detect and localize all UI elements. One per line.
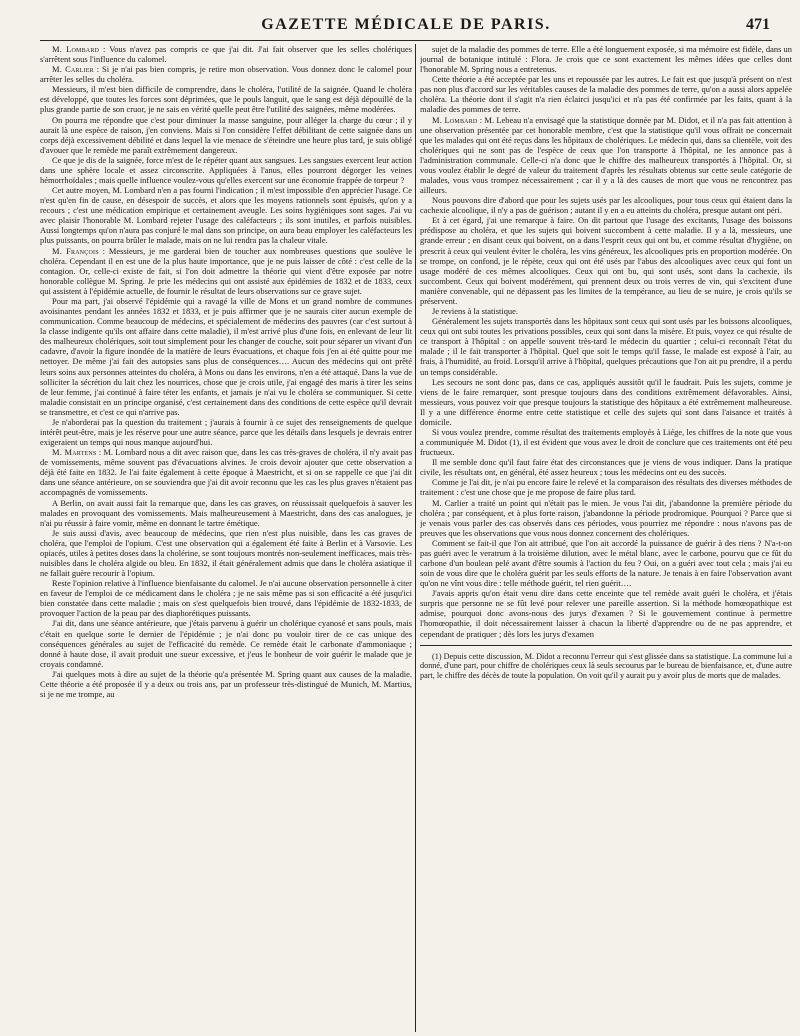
speaker-name: M. Lombard: [52, 44, 100, 54]
paragraph-text: : M. Lombard nous a dit avec raison que, dans les cas très-graves de choléra, il n'y avait pas de vomissements, même souvent pas d'évacuations alvines. Je crois devoir ajouter que cette observation a déjà été faite en 1832. Je l'ai faite également à cette époque à Maestricht, et si on se rappelle ce que j'ai dit dans une séance antérieure, on se souviendra que j'ai dit avoir reconnu que les cas les plus graves n'étaient pas accompagnés de vomissements.: [40, 447, 412, 498]
page-title: GAZETTE MÉDICALE DE PARIS.: [261, 16, 551, 33]
paragraph-text: Si vous voulez prendre, comme résultat des traitements employés à Liége, les chiffres de la note que vous a communiquée M. Didot (1), il est évident que vous avez le droit de conclure que ces traitements ont été peu fructueux.: [420, 426, 792, 458]
paragraph-text: On pourra me répondre que c'est pour diminuer la masse sanguine, pour alléger la charge du cœur ; il y aurait là une espèce de raison, j'en conviens. Mais si l'on considère l'effet débilitant de cette saignée dans un corps déjà excessivement débilité et dans lequel la vie menace de s'éteindre une heure plus tard, je suis obligé d'avouer que le remède me paraît extrêmement dangereux.: [40, 114, 412, 155]
paragraph: [420, 44, 792, 74]
paragraph: [40, 296, 412, 417]
paragraph-text: sujet de la maladie des pommes de terre. Elle a été longuement exposée, si ma mémoire est fidèle, dans un journal de botanique intitulé : Flora. Je crois que ce sont exactement les mêmes idées que celles dont l'honorable M. Spring nous a entretenus.: [420, 44, 792, 75]
paragraph-text: : Vous n'avez pas compris ce que j'ai dit. J'ai fait observer que les selles cholériques s'arrêtent sous l'influence du calomel.: [40, 44, 412, 65]
paragraph: [40, 528, 412, 578]
paragraph-text: Les secours ne sont donc pas, dans ce cas, appliqués aussitôt qu'il le faudrait. Puis les sujets, comme je viens de le faire remarquer, sont presque toujours dans des conditions extrêmement défavorables. Ainsi, messieurs, vous pouvez voir que presque toujours la statistique des hôpitaux a été extrêmement malheureuse. Il y a une différence énorme entre cette statistique et celle des sujets qui sont dans l'aisance et traités à domicile.: [420, 376, 792, 427]
paragraph-text: J'ai quelques mots à dire au sujet de la théorie qu'a présentée M. Spring quant aux causes de la maladie. Cette théorie a été proposée il y a deux ou trois ans, par un professeur très-distingué de Munich, M. Martius, si je ne me trompe, au: [40, 668, 412, 699]
paragraph: [40, 498, 412, 528]
paragraph: [40, 64, 412, 84]
paragraph-text: : Messieurs, je me garderai bien de toucher aux nombreuses questions que soulève le choléra. Cependant il en est une de la plus haute importance, que je ne puis laisser de côté : c'est celle de la contagion. Or, celle-ci existe de fait, si l'on doit admettre la théorie qui vient d'être exposée par notre honorable collègue M. Spring. Je prie les médecins qui ont assisté aux épidémies de 1832 et de 1833, ceux qui assistent à l'épidémie actuelle, de fournir le résultat de leurs observations sur ce grave sujet.: [40, 245, 412, 296]
paragraph: [40, 44, 412, 64]
paragraph: [40, 578, 412, 618]
paragraph: [420, 538, 792, 588]
paragraph: [420, 215, 792, 306]
paragraph-text: Comment se fait-il que l'on ait attribué, que l'on ait accordé la puissance de guérir à des riens ? N'a-t-on pas guéri avec le veratrum à la troisième dilution, avec le métal blanc, avec le carbone, pourvu que ce fût du carbone d'un boulean pelé avant d'être soumis à l'action du feu ? Oui, on a guéri avec tout cela ; mais j'ai eu soin de vous dire que le choléra guérit par les seuls efforts de la nature. Je tenais à en faire l'observation avant qu'on ne vînt vous dire : telle méthode guérit, tel rien guérit….: [420, 537, 792, 589]
paragraph: [420, 588, 792, 638]
paragraph: [420, 457, 792, 477]
paragraph: [40, 185, 412, 245]
paragraph-text: Je reviens à la statistique.: [432, 306, 518, 317]
paragraph-text: Je suis aussi d'avis, avec beaucoup de médecins, que rien n'est plus nuisible, dans les cas graves de choléra, que l'emploi de l'opium. C'est une observation qui a également été faite à Berlin et à Varsovie. Les opiacés, utiles à petites doses dans la cholérine, se sont toujours montrés non-seulement inefficaces, mais très-nuisibles dans le choléra algide ou bleu. En 1832, il était généralement admis que dans le choléra asiatique il ne fallait guère recourir à l'opium.: [40, 527, 412, 579]
paragraph: [40, 246, 412, 296]
paragraph-text: Cet autre moyen, M. Lombard n'en a pas fourni l'indication ; il m'est impossible d'en apprécier l'usage. Ce n'est qu'en fin de cause, en désespoir de succès, et alors que les moyens rationnels sont épuisés, qu'on y a recours ; c'est une médication empirique et certainement aveugle. Les soins hygiéniques sont sages. J'ai vu avec plaisir l'honorable M. Lombard rejeter l'usage des caléfacteurs ; ils sont inutiles, et parfois nuisibles. Aussi longtemps qu'on n'aura pas conjuré le mal dans son principe, on aura beau employer les caléfacteurs les plus puissants, on pourra brûler le malade, mais on ne lui rendra pas la chaleur vitale.: [40, 185, 412, 246]
paragraph-text: Il me semble donc qu'il faut faire état des circonstances que je viens de vous indiquer. Dans la pratique civile, les résultats ont, en général, été assez heureux ; tous les médecins ont eu des succès.: [420, 457, 792, 478]
paragraph: [40, 155, 412, 185]
paragraph: [40, 669, 412, 699]
paragraph: [420, 427, 792, 457]
speaker-name: M. Lombard: [432, 114, 478, 125]
paragraph: [40, 447, 412, 497]
paragraph-text: J'avais appris qu'on était venu dire dans cette enceinte que tel remède avait guéri le choléra, et j'étais surpris que personne ne se fût levé pour relever une pareille assertion. Si la méthode homœopathique est admise, pourquoi donc avons-nous des jurys d'examen ? Si le gouvernement continue à permettre l'homœopathie, il doit nécessairement laisser à chacun la liberté d'apprendre ou de ne pas apprendre, et cependant de pratiquer ; dès lors les jurys d'examen: [420, 588, 792, 639]
speaker-name: M. Martens: [52, 447, 97, 458]
speaker-name: M. Carlier: [52, 64, 94, 75]
paragraph: [420, 115, 792, 196]
paragraph: [420, 477, 792, 497]
paragraph: [40, 618, 412, 668]
paragraph: [420, 316, 792, 376]
paragraph: [420, 306, 792, 316]
paragraph-text: Reste l'opinion relative à l'influence bienfaisante du calomel. Je n'ai aucune observation personnelle à citer en faveur de l'emploi de ce médicament dans le choléra ; je ne sais même pas si son efficacité a été jusqu'ici bien constatée dans cette maladie ; mais on s'est quelquefois bien trouvé, dans l'épidémie de 1832-1833, de provoquer l'action de la peau par des diaphorétiques puissants.: [40, 578, 412, 619]
paragraph: [40, 115, 412, 155]
paragraph-text: : Si je n'ai pas bien compris, je retire mon observation. Vous donnez donc le calomel pour arrêter les selles du choléra.: [40, 64, 412, 85]
paragraph-text: Messieurs, il m'est bien difficile de comprendre, dans le choléra, l'utilité de la saignée. Quand le choléra est développé, que toutes les forces sont déprimées, que le pouls languit, que le sang est déjà dépouillé de la plus grande partie de son cruor, je ne sais en vérité quelle peut être l'utilité des saignées, même modérées.: [40, 84, 412, 115]
footnote: (1) Depuis cette discussion, M. Didot a reconnu l'erreur qui s'est glissée dans sa statistique. La commune lui a donné, d'une part, pour chiffre de cholériques ceux là seuls secourus par le bureau de bienfaisance, et, d'une autre part, le chiffre des décès de toute la population. On voit qu'il y aurait pu y avoir plus de morts que de malades.: [420, 651, 792, 681]
paragraph-text: Nous pouvons dire d'abord que pour les sujets usés par les alcooliques, pour tous ceux qui étaient dans la cachexie alcoolique, il n'y a pas de guérison ; autant il y en a eu atteints du choléra, presque autant ont péri.: [420, 195, 792, 216]
paragraph-text: Ce que je dis de la saignée, force m'est de le répéter quant aux sangsues. Les sangsues exercent leur action dans une sphère locale et assez circonscrite. Appliquées à l'anus, elles pourront dégorger les veines hémorrhoïdales ; mais quelle influence voulez-vous qu'elles exercent sur une économie frappée de torpeur ?: [40, 154, 412, 186]
paragraph: [420, 377, 792, 427]
paragraph: [40, 84, 412, 114]
page-number: 471: [746, 16, 770, 33]
footnote-separator: [420, 645, 792, 646]
paragraph-text: Je n'aborderai pas la question du traitement ; j'aurais à fournir à ce sujet des renseignements de quelque intérêt peut-être, mais je les réserve pour une autre séance, parce que les détails dans lesquels je devrais entrer exigeraient un temps qui nous manque aujourd'hui.: [40, 416, 412, 448]
paragraph-text: M. Carlier a traité un point qui n'était pas le mien. Je vous l'ai dit, j'abandonne la première période du choléra ; par conséquent, et à plus forte raison, j'abandonne la période prodromique. Pourquoi ? Parce que si je venais vous parler des cas observés dans ces périodes, vous pourriez me répondre : nous n'avons pas de preuves que les observations que vous nous donnez concernent des cholériques.: [420, 497, 792, 538]
left-column: [40, 44, 412, 1034]
paragraph: [420, 74, 792, 114]
paragraph-text: Pour ma part, j'ai observé l'épidémie qui a ravagé la ville de Mons et un grand nombre de communes avoisinantes pendant les années 1832 et 1833, et je puis affirmer que je ne saurais citer aucun exemple de communication. Comme beaucoup de médecins, et spécialement de médecins des pauvres (car c'est surtout à la classe indigente qu'ils ont affaire dans cette maladie), il m'est arrivé plus d'une fois, en enlevant de leur lit des malheureux cholériques, soit tout simplement pour les changer de couche, soit pour séparer un vivant d'un cadavre, d'avoir la figure inondée de la matière de leurs évacuations, et chaque fois j'en ai été quitte pour me nettoyer. De même j'ai fait des autopsies sans plus de conséquences…. Aucun des médecins qui ont prêté leurs soins aux personnes atteintes du choléra, à Mons ou dans les environs, n'en a été attaqué. Dans la vue de solliciter la sécrétion du lait chez les nourrices, chose que je crois utile, j'ai engagé des maris à tirer les seins de leur femme, j'ai continué à faire téter les enfants, et jamais je n'ai vu le choléra se communiquer. Si cette maladie consistait en un principe organisé, c'est certainement dans des conditions de cette espèce qu'il devrait se transmettre, et c'est ce qui n'arrive pas.: [40, 295, 412, 417]
paragraph-text: : M. Lebeau n'a envisagé que la statistique donnée par M. Didot, et il n'a pas fait attention à une observation présentée par cet honorable membre, c'est que la statistique qu'il vous offrait ne concernait que les malades qui ont été reçus dans les hôpitaux de cholériques. Le médecin qui, dans sa clientèle, voit des cholériques qui ne sont pas de l'espèce de ceux que l'on transporte à l'hôpital, ne les annonce pas à l'administration communale. Celle-ci n'a donc que le chiffre des malheureux transportés à l'hôpital. Or, si vous voulez établir le degré de valeur du traitement d'après les résultats obtenus sur cette seule catégorie de malades, vous vous trompez nécessairement ; car il y a là des causes de mort que vous ne rencontrez pas ailleurs.: [420, 114, 792, 196]
paragraph: [40, 417, 412, 447]
column-divider: [415, 44, 416, 1032]
paragraph-text: Et à cet égard, j'ai une remarque à faire. On dit partout que l'usage des excitants, l'usage des boissons prédispose au choléra, et que les sujets qui boivent succombent à cette maladie. Il y a là, messieurs, une grande erreur ; en disant ceux qui boivent, on a dans l'esprit ceux qui ont bu, et comme résultat d'hygiène, on prescrit à ceux qui veulent éviter le choléra, les vins généreux, les alcooliques pris en proportion modérée. On se trompe, on confond, je le répète, ceux qui ont été usés par l'abus des alcooliques avec ceux qui font un usage modéré de ces mêmes alcooliques. Ceux qui ont bu, qui sont usés, sont dans la cachexie, ils succombent. Ceux qui boivent modérément, qui prennent deux ou trois verres de vin, qui s'excitent d'une manière convenable, qui ne dépassent pas les limites de la tempérance, au lieu de se nuire, je crois qu'ils se préservent.: [420, 215, 792, 306]
paragraph: [420, 195, 792, 215]
right-column: [420, 44, 792, 1034]
page-header: [40, 10, 772, 41]
paragraph: [420, 498, 792, 538]
paragraph-text: Comme je l'ai dit, je n'ai pu encore faire le relevé et la comparaison des résultats des diverses méthodes de traitement : c'est une chose que je me propose de faire plus tard.: [420, 477, 792, 498]
right-column-body: [420, 44, 792, 639]
paragraph-text: J'ai dit, dans une séance antérieure, que j'étais parvenu à guérir un cholérique cyanosé et sans pouls, mais c'était en quelque sorte le dernier de l'épidémie ; je n'ai donc pu vouloir tirer de ce cas unique des conséquences générales au sujet de l'efficacité du remède. Ce remède était le carbonate d'ammoniaque ; donné à haute dose, il avait produit une sueur excessive, et j'eus le bonheur de voir guérir le malade que je croyais condamné.: [40, 618, 412, 669]
paragraph-text: Généralement les sujets transportés dans les hôpitaux sont ceux qui sont usés par les boissons alcooliques, ceux qui ont subi toutes les privations possibles, ceux qui sont dans la misère. Et puis, voyez ce qui résulte de ce transport à l'hôpital : on appelle souvent très-tard le médecin du quartier ; celui-ci reconnaît l'état du malade ; il le fait transporter à l'hôpital. Quel que soit le temps qu'il fasse, le malade est exposé à l'air, au frais, à l'humidité, au froid. Lorsqu'il arrive à l'hôpital, quelques précautions que l'on ait pu prendre, il a perdu un temps considérable.: [420, 316, 792, 377]
speaker-name: M. François: [52, 245, 99, 256]
paragraph-text: A Berlin, on avait aussi fait la remarque que, dans les cas graves, on réussissait quelquefois à sauver les malades en provoquant des vomissements. Mais malheureusement à Maestricht, dans des cas analogues, je n'ai pu réussir à faire vomir, même en donnant le tartre émétique.: [40, 497, 412, 528]
paragraph-text: Cette théorie a été acceptée par les uns et repoussée par les autres. Le fait est que jusqu'à présent on n'est pas non plus d'accord sur les véritables causes de la maladie des pommes de terre, qu'on a aussi alors appelée choléra. La théorie dont il s'agit n'a rien éclairci jusqu'ici et n'a pas été confirmée par les faits, quant à la maladie des pommes de terre.: [420, 74, 792, 115]
